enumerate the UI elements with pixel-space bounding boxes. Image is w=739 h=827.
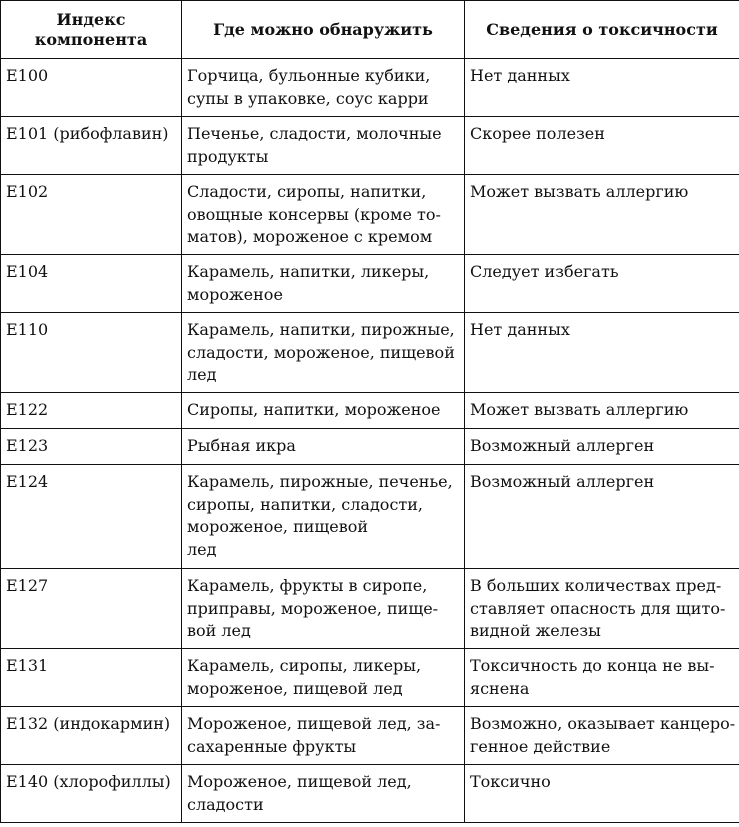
cell-line: Карамель, сиропы, ликеры, bbox=[187, 656, 422, 675]
cell-line: Может вызвать аллергию bbox=[470, 400, 689, 419]
cell-line: Нет данных bbox=[470, 66, 570, 85]
table-row bbox=[1, 429, 739, 465]
cell-where bbox=[182, 465, 465, 569]
cell-toxicity bbox=[465, 255, 739, 313]
cell-line: сладости bbox=[187, 794, 264, 814]
table-row bbox=[1, 117, 739, 175]
cell-line: сладости, мороженое, пищевой bbox=[187, 342, 455, 362]
cell-index: E140 (хлорофиллы) bbox=[1, 765, 182, 823]
cell-line: Карамель, пирожные, печенье, bbox=[187, 472, 453, 491]
cell-line: генное действие bbox=[470, 736, 611, 756]
cell-line: Нет данных bbox=[470, 320, 570, 339]
cell-line: Возможно, оказывает канцеро- bbox=[470, 714, 736, 733]
cell-line: сиропы, напитки, сладости, bbox=[187, 494, 423, 514]
header-index-line: Индекс bbox=[56, 9, 126, 29]
cell-index: E132 (индокармин) bbox=[1, 707, 182, 765]
cell-line: Возможный аллерген bbox=[470, 436, 655, 455]
cell-toxicity bbox=[465, 569, 739, 649]
cell-line: Возможный аллерген bbox=[470, 472, 655, 491]
cell-where bbox=[182, 255, 465, 313]
table-row bbox=[1, 175, 739, 255]
cell-line: Рыбная икра bbox=[187, 436, 296, 455]
cell-line: матов), мороженое с кремом bbox=[187, 227, 433, 246]
cell-line: Печенье, сладости, молочные bbox=[187, 124, 442, 143]
cell-line: лед bbox=[187, 365, 217, 384]
header-toxicity: Сведения о токсичности bbox=[465, 1, 739, 59]
cell-index: E124 bbox=[1, 465, 182, 569]
cell-where bbox=[182, 569, 465, 649]
cell-toxicity bbox=[465, 707, 739, 765]
cell-where bbox=[182, 313, 465, 393]
cell-where bbox=[182, 649, 465, 707]
cell-line: мороженое, пищевой bbox=[187, 517, 369, 536]
header-where: Где можно обнаружить bbox=[182, 1, 465, 59]
cell-line: Скорее полезен bbox=[470, 124, 605, 143]
cell-toxicity bbox=[465, 117, 739, 175]
cell-line: В больших количествах пред- bbox=[470, 576, 722, 595]
cell-line: овощные консервы (кроме то- bbox=[187, 204, 441, 224]
table-row bbox=[1, 569, 739, 649]
cell-line: видной железы bbox=[470, 621, 601, 640]
cell-line: Сиропы, напитки, мороженое bbox=[187, 400, 441, 419]
cell-line: Мороженое, пищевой лед, bbox=[187, 772, 412, 791]
cell-line: продукты bbox=[187, 146, 269, 166]
cell-toxicity bbox=[465, 649, 739, 707]
cell-toxicity bbox=[465, 175, 739, 255]
cell-where bbox=[182, 175, 465, 255]
cell-where bbox=[182, 59, 465, 117]
table-row bbox=[1, 465, 739, 569]
cell-line: приправы, мороженое, пище- bbox=[187, 598, 439, 618]
cell-line: мороженое bbox=[187, 284, 283, 304]
cell-line: сахаренные фрукты bbox=[187, 736, 357, 756]
cell-line: супы в упаковке, соус карри bbox=[187, 88, 429, 108]
cell-line: Карамель, фрукты в сиропе, bbox=[187, 576, 428, 595]
cell-toxicity bbox=[465, 59, 739, 117]
cell-line: мороженое, пищевой лед bbox=[187, 678, 403, 698]
cell-where bbox=[182, 707, 465, 765]
cell-toxicity bbox=[465, 465, 739, 569]
cell-index: E110 bbox=[1, 313, 182, 393]
cell-line: Токсично bbox=[470, 772, 551, 791]
cell-line: Карамель, напитки, пирожные, bbox=[187, 320, 455, 339]
cell-index: E122 bbox=[1, 393, 182, 429]
cell-index: E101 (рибофлавин) bbox=[1, 117, 182, 175]
cell-where bbox=[182, 429, 465, 465]
cell-line: лед bbox=[187, 539, 217, 559]
cell-line: Карамель, напитки, ликеры, bbox=[187, 262, 430, 281]
cell-where bbox=[182, 117, 465, 175]
table-row bbox=[1, 393, 739, 429]
table-header-row bbox=[1, 1, 739, 59]
cell-line: Сладости, сиропы, напитки, bbox=[187, 182, 427, 201]
cell-line: Горчица, бульонные кубики, bbox=[187, 66, 431, 85]
cell-line: Мороженое, пищевой лед, за- bbox=[187, 714, 441, 733]
table-row bbox=[1, 255, 739, 313]
cell-index: E100 bbox=[1, 59, 182, 117]
cell-line: Следует избегать bbox=[470, 262, 619, 281]
cell-where bbox=[182, 393, 465, 429]
cell-toxicity bbox=[465, 313, 739, 393]
cell-index: E127 bbox=[1, 569, 182, 649]
table-body bbox=[1, 59, 739, 823]
table-row bbox=[1, 649, 739, 707]
cell-line: Может вызвать аллергию bbox=[470, 182, 689, 201]
cell-line: Токсичность до конца не вы- bbox=[470, 656, 715, 675]
cell-line: вой лед bbox=[187, 621, 251, 640]
header-index-line: компонента bbox=[34, 29, 148, 49]
table-row bbox=[1, 59, 739, 117]
cell-index: E131 bbox=[1, 649, 182, 707]
cell-line: ставляет опасность для щито- bbox=[470, 598, 726, 618]
header-index bbox=[1, 1, 182, 59]
table-row bbox=[1, 765, 739, 823]
cell-toxicity bbox=[465, 765, 739, 823]
cell-index: E102 bbox=[1, 175, 182, 255]
cell-line: яснена bbox=[470, 678, 530, 698]
table-row bbox=[1, 707, 739, 765]
table-row bbox=[1, 313, 739, 393]
cell-index: E123 bbox=[1, 429, 182, 465]
cell-toxicity bbox=[465, 393, 739, 429]
cell-where bbox=[182, 765, 465, 823]
cell-toxicity bbox=[465, 429, 739, 465]
cell-index: E104 bbox=[1, 255, 182, 313]
